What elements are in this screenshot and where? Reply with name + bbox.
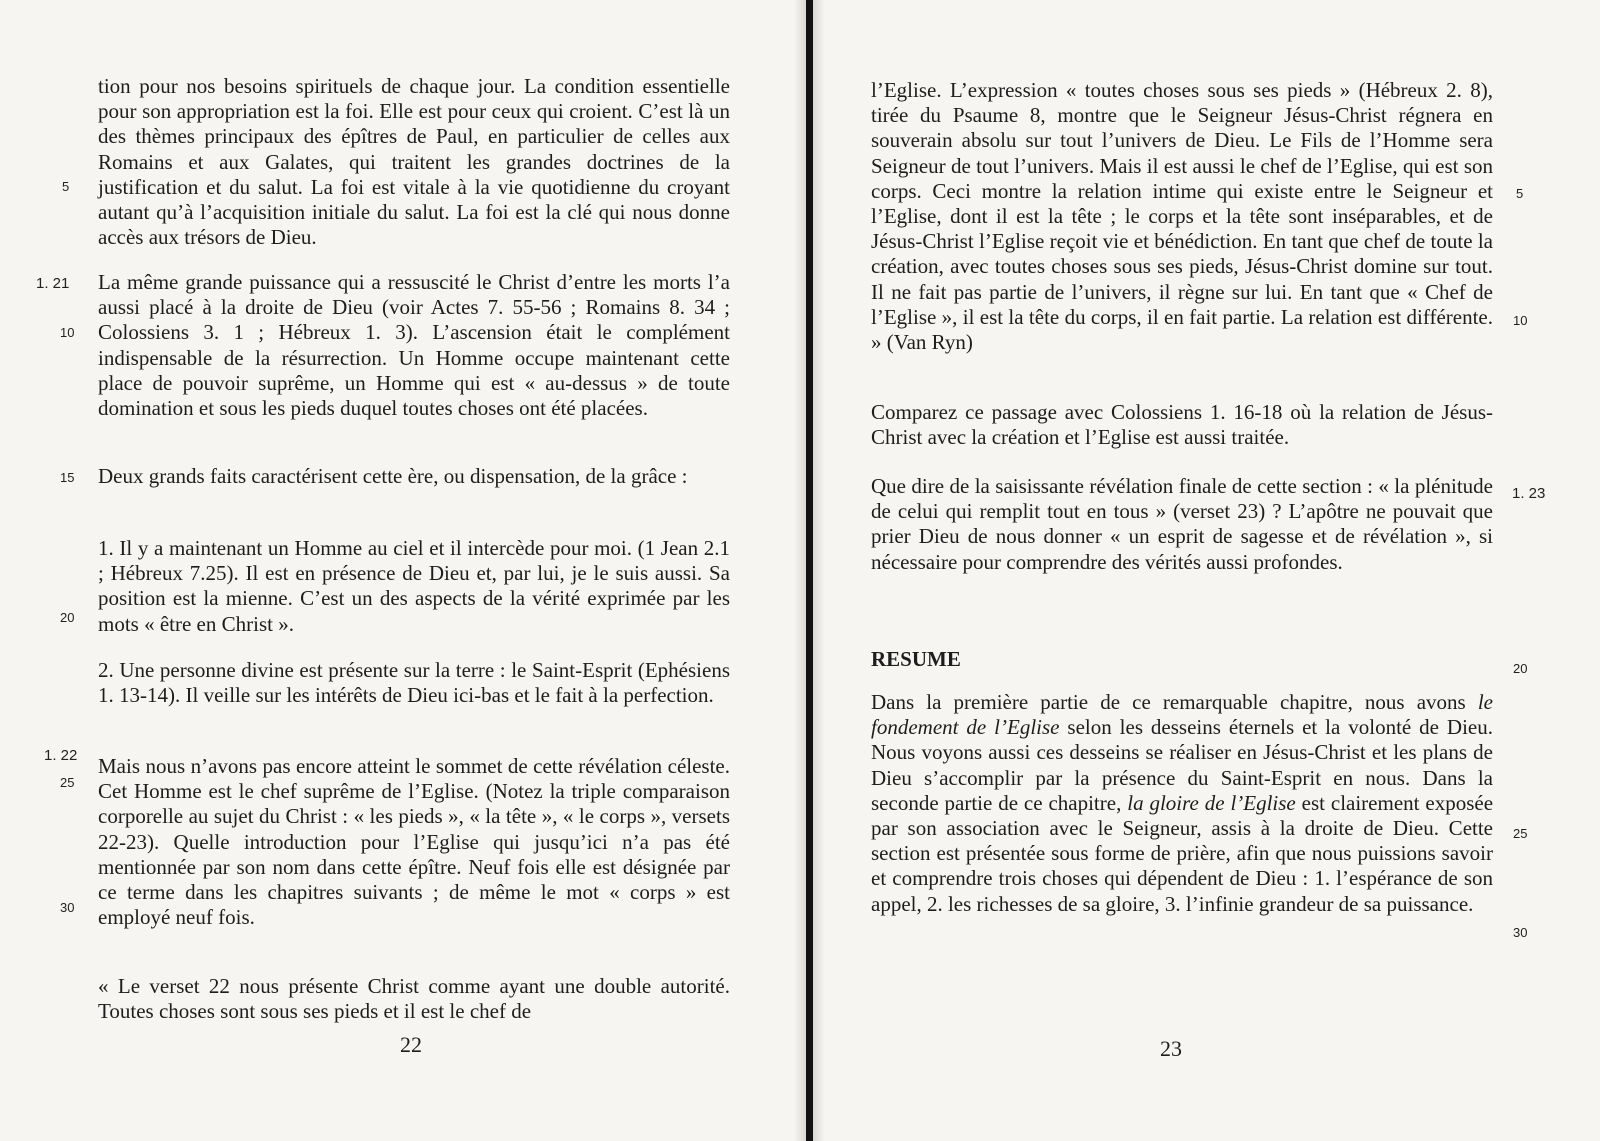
- paragraph: 1. Il y a maintenant un Homme au ciel et il intercède pour moi. (1 Jean 2.1 ; Hébreux 7.25). Il est en présence de Dieu et, par lui, je le suis aussi. Sa position est la mienne. C’est un des aspects de la vérité exprimée par les mots « être en Christ ».: [98, 536, 730, 636]
- line-number: 5: [1516, 186, 1524, 201]
- line-number: 25: [1513, 826, 1528, 841]
- paragraph: La même grande puissance qui a ressuscité le Christ d’entre les morts l’a aussi placé à la droite de Dieu (voir Actes 7. 55-56 ; Romains 8. 34 ; Colossiens 3. 1 ; Hébreux 1. 3). L’ascension était le complément indispensable de la résurrection. Un Homme occupe maintenant cette place de pouvoir suprême, un Homme qui est « au-dessus » de toute domination et sous les pieds duquel toutes choses ont été placées.: [98, 270, 730, 421]
- line-number: 10: [60, 325, 75, 340]
- right-page-body: [871, 78, 1493, 576]
- paragraph: tion pour nos besoins spirituels de chaque jour. La condition essentielle pour son appropriation est la foi. Elle est pour ceux qui croient. C’est là un des thèmes principaux des épîtres de Paul, en particulier de celles aux Romains et aux Galates, qui traitent les grandes doctrines de la justification et du salut. La foi est vitale à la vie quotidienne du croyant autant qu’à l’acquisition initiale du salut. La foi est la clé qui nous donne accès aux trésors de Dieu.: [98, 74, 730, 250]
- summary-paragraph: [871, 690, 1493, 917]
- paragraph: Mais nous n’avons pas encore atteint le sommet de cette révélation céleste. Cet Homme est le chef suprême de l’Eglise. (Notez la triple comparaison corporelle au sujet du Christ : « les pieds », « la tête », « le corps », versets 22-23). Quelle introduction pour l’Eglise qui jusqu’ici n’a pas été mentionnée par son nom dans cette épître. Neuf fois elle est désignée par ce terme dans les chapitres suivants ; de même le mot « corps » est employé neuf fois.: [98, 754, 730, 930]
- line-number: 25: [60, 775, 75, 790]
- line-number: 10: [1513, 313, 1528, 328]
- verse-reference: 1. 21: [36, 275, 70, 292]
- paragraph: Comparez ce passage avec Colossiens 1. 16-18 où la relation de Jésus-Christ avec la création et l’Eglise est aussi traitée.: [871, 400, 1493, 450]
- page-number: 22: [400, 1032, 422, 1057]
- summary-body: [871, 690, 1493, 917]
- summary-text: selon les desseins éternels et la volonté de Dieu. Nous voyons aussi ces desseins se réaliser en Jésus-Christ et les plans de Dieu s’accomplir par la présence du Saint-Esprit en nous. Dans la seconde partie de ce chapitre,: [871, 715, 1493, 815]
- paragraph: l’Eglise. L’expression « toutes choses sous ses pieds » (Hébreux 2. 8), tirée du Psaume 8, montre que le Seigneur Jésus-Christ régnera en souverain absolu sur tout l’univers de Dieu. Le Fils de l’Homme sera Seigneur de tout l’univers. Mais il est aussi le chef de l’Eglise, qui est son corps. Ceci montre la relation intime qui existe entre le Seigneur et l’Eglise, dont il est la tête ; le corps et la tête sont inséparables, et de Jésus-Christ l’Eglise reçoit vie et bénédiction. En tant que chef de toute la création, avec toutes choses sous ses pieds, Jésus-Christ domine sur tout. Il ne fait pas partie de l’univers, il règne sur lui. En tant que « Chef de l’Eglise », il est la tête du corps, il en fait partie. La relation est différente. » (Van Ryn): [871, 78, 1493, 355]
- book-gutter: [806, 0, 813, 1141]
- paragraph: 2. Une personne divine est présente sur la terre : le Saint-Esprit (Ephésiens 1. 13-14). Il veille sur les intérêts de Dieu ici-bas et le fait à la perfection.: [98, 658, 730, 708]
- emphasis-text: la gloire de l’Eglise: [1127, 790, 1296, 815]
- left-page-body: [98, 74, 730, 1026]
- right-page: [820, 0, 1600, 1141]
- emphasis-text: le fondement de l’Eglise: [871, 690, 1493, 740]
- paragraph: Que dire de la saisissante révélation finale de cette section : « la plénitude de celui qui remplit tout en tous » (verset 23) ? L’apôtre ne pouvait que prier Dieu de nous donner « un esprit de sagesse et de révélation », si nécessaire pour comprendre des vérités aussi profondes.: [871, 474, 1493, 574]
- verse-reference: 1. 23: [1512, 485, 1546, 502]
- line-number: 5: [62, 179, 70, 194]
- gutter-shadow: [794, 0, 806, 1141]
- line-number: 20: [60, 610, 75, 625]
- line-number: 30: [1513, 925, 1528, 940]
- summary-text: est clairement exposée par son association avec le Seigneur, assis à la droite de Dieu. Cette section est présentée sous forme de prière, afin que nous puissions savoir et comprendre trois choses qui dépendent de Dieu : 1. l’espérance de son appel, 2. les richesses de sa gloire, 3. l’infinie grandeur de sa puissance.: [871, 790, 1494, 916]
- line-number: 15: [60, 470, 75, 485]
- paragraph: Deux grands faits caractérisent cette ère, ou dispensation, de la grâce :: [98, 464, 688, 488]
- verse-reference: 1. 22: [44, 747, 78, 764]
- summary-text: Dans la première partie de ce remarquable chapitre, nous avons: [871, 690, 1478, 714]
- line-number: 20: [1513, 661, 1528, 676]
- paragraph: « Le verset 22 nous présente Christ comme ayant une double autorité. Toutes choses sont sous ses pieds et il est le chef de: [98, 974, 730, 1024]
- section-heading: RESUME: [871, 647, 961, 671]
- line-number: 30: [60, 900, 75, 915]
- page-number: 23: [1160, 1036, 1182, 1061]
